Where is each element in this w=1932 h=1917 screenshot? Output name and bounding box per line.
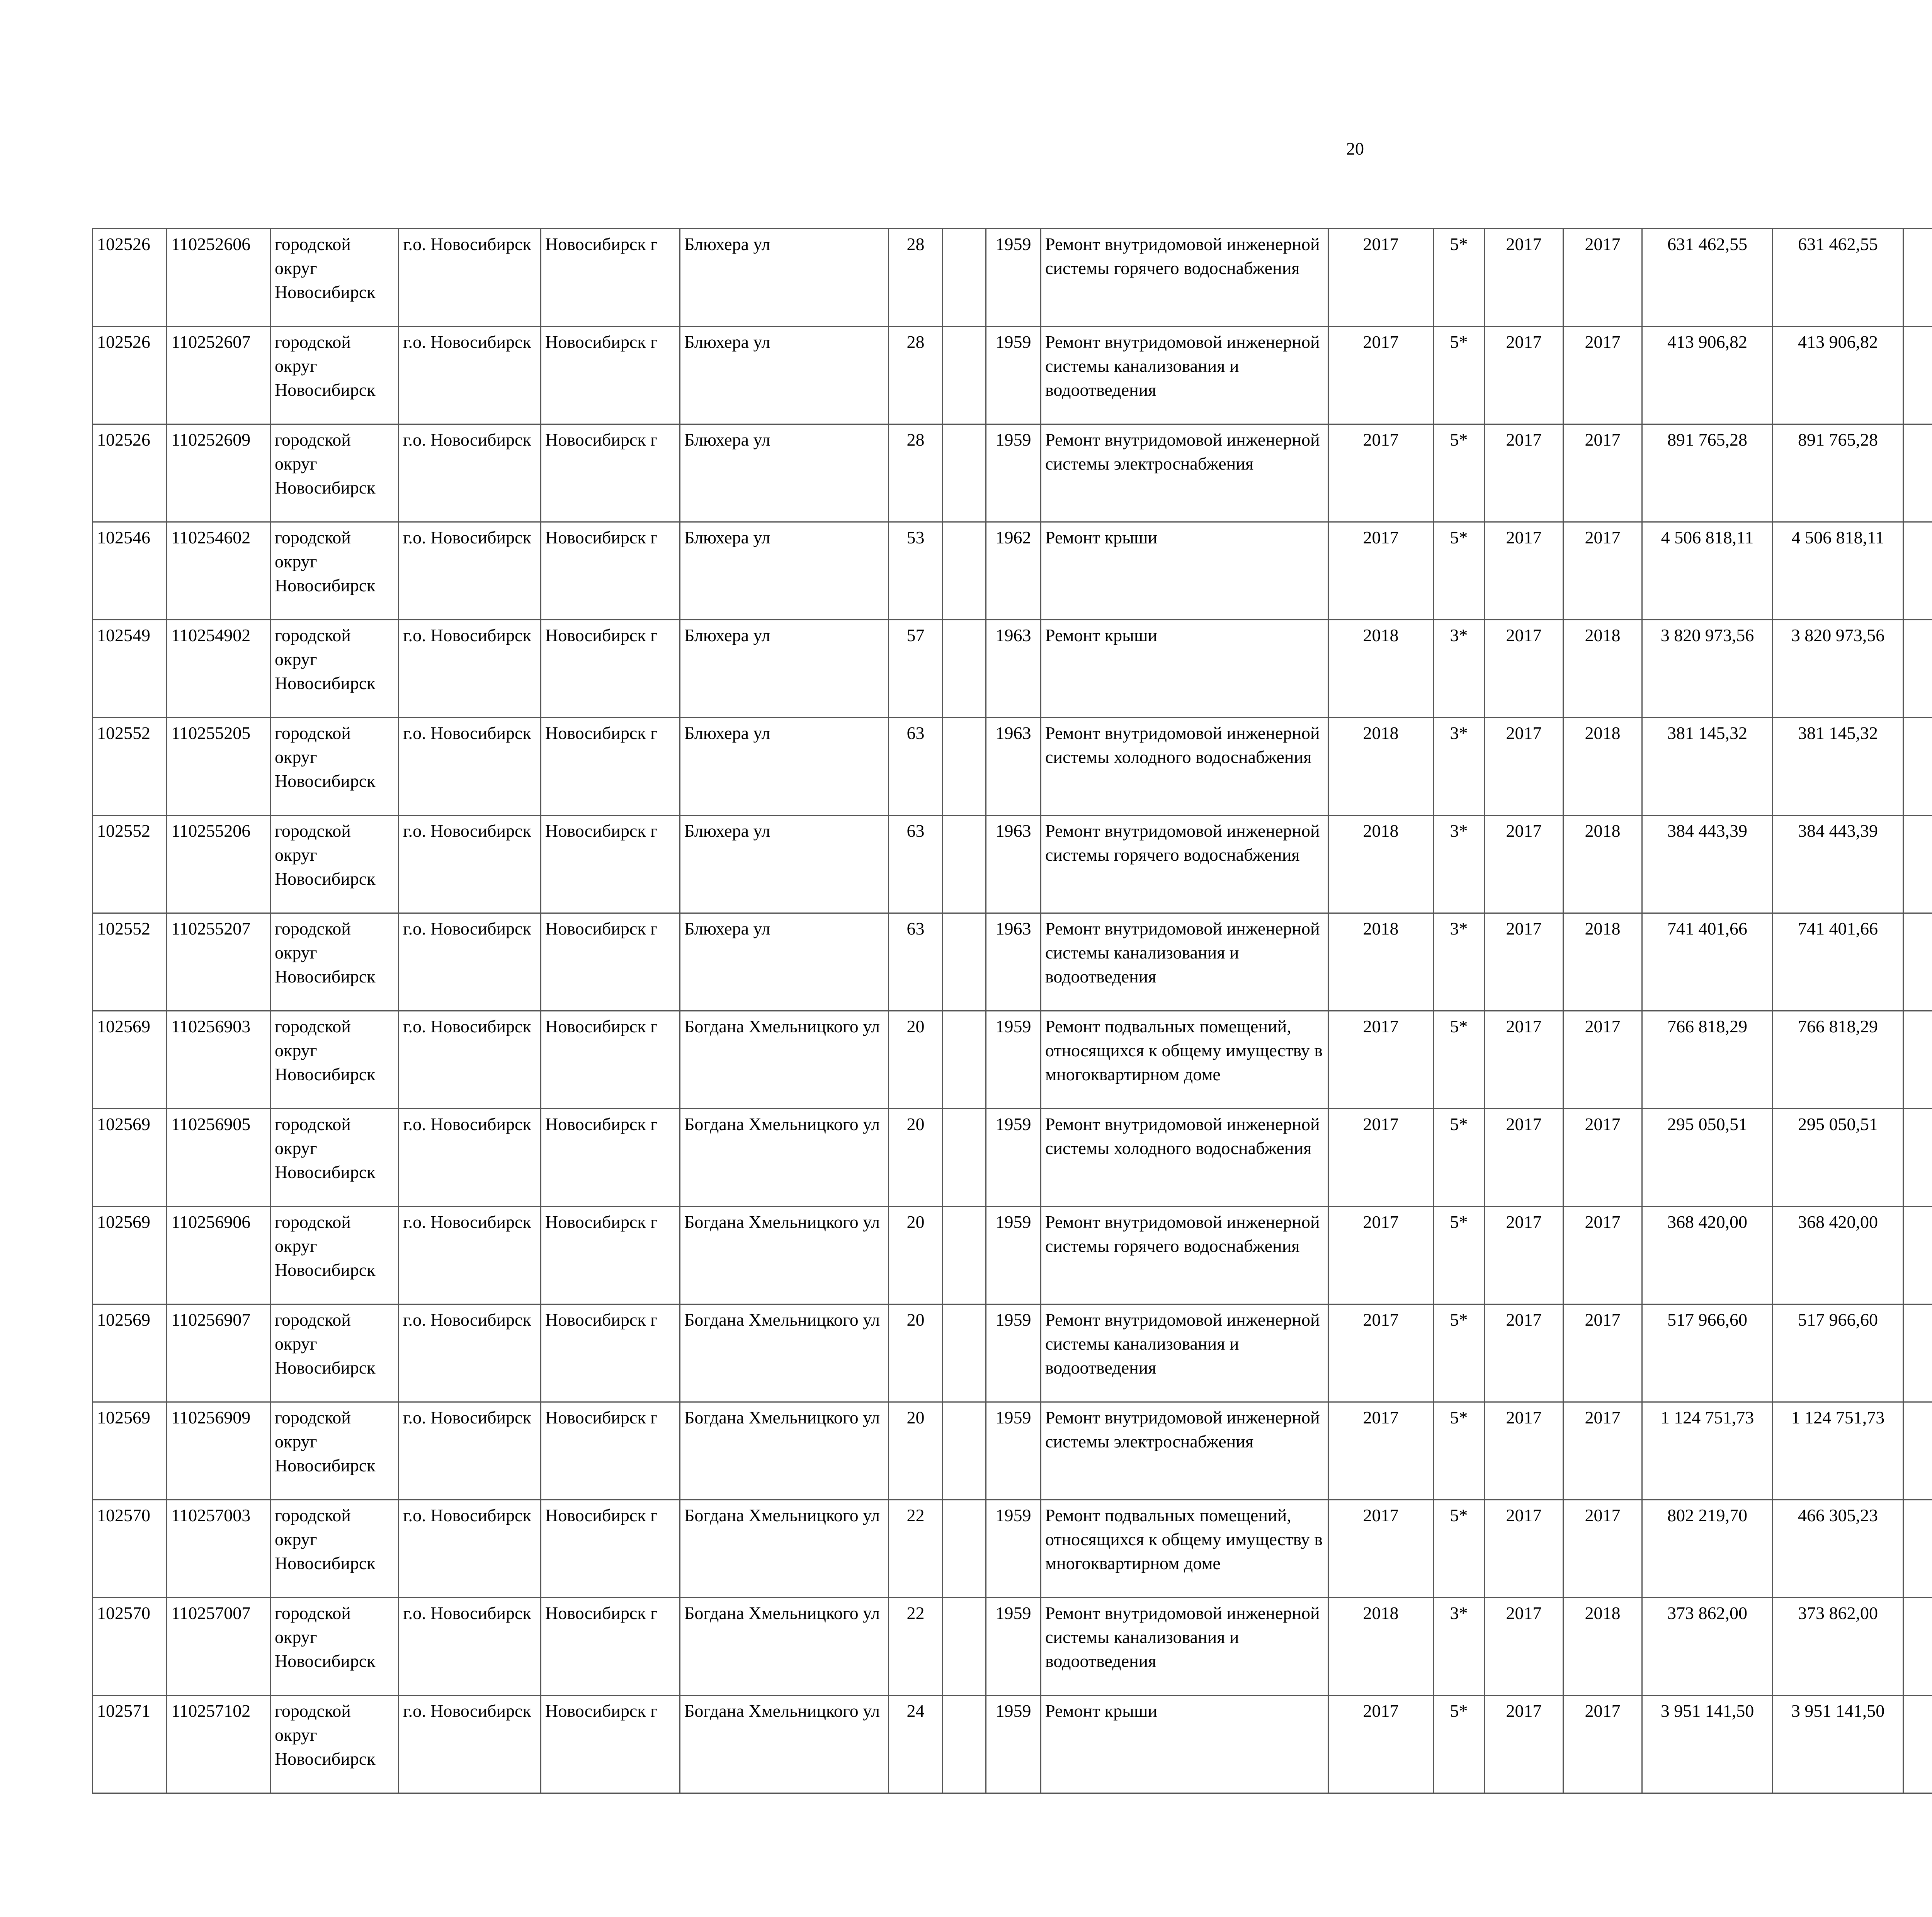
object-id-cell: 102526 bbox=[93, 424, 167, 522]
table-row bbox=[93, 1402, 1932, 1500]
district-cell: городской округ Новосибирск bbox=[270, 1011, 399, 1109]
plan-year-cell: 2017 bbox=[1328, 1402, 1434, 1500]
city-cell: Новосибирск г bbox=[541, 1207, 680, 1304]
total-cost-cell: 373 862,00 bbox=[1642, 1598, 1773, 1696]
street-cell: Богдана Хмельницкого ул bbox=[680, 1598, 889, 1696]
city-cell: Новосибирск г bbox=[541, 1500, 680, 1598]
total-cost-cell: 384 443,39 bbox=[1642, 815, 1773, 913]
house-number-cell: 63 bbox=[889, 815, 943, 913]
table-row bbox=[93, 913, 1932, 1011]
end-year-cell: 2017 bbox=[1563, 1402, 1642, 1500]
building-cell bbox=[943, 1207, 986, 1304]
street-cell: Блюхера ул bbox=[680, 913, 889, 1011]
priority-cell: 5* bbox=[1434, 327, 1485, 424]
plan-year-cell: 2018 bbox=[1328, 620, 1434, 718]
building-cell bbox=[943, 718, 986, 815]
object-id-cell: 102569 bbox=[93, 1011, 167, 1109]
work-type-cell: Ремонт внутридомовой инженерной системы канализования и водоотведения bbox=[1041, 327, 1328, 424]
municipality-cell: г.о. Новосибирск bbox=[399, 620, 541, 718]
city-cell: Новосибирск г bbox=[541, 1696, 680, 1793]
funding-col-17-cell bbox=[1903, 327, 1932, 424]
work-type-cell: Ремонт крыши bbox=[1041, 620, 1328, 718]
year-built-cell: 1959 bbox=[986, 1207, 1041, 1304]
work-type-cell: Ремонт внутридомовой инженерной системы электроснабжения bbox=[1041, 1402, 1328, 1500]
work-code-cell: 110256905 bbox=[167, 1109, 270, 1207]
year-built-cell: 1959 bbox=[986, 1500, 1041, 1598]
municipality-cell: г.о. Новосибирск bbox=[399, 424, 541, 522]
priority-cell: 5* bbox=[1434, 1304, 1485, 1402]
end-year-cell: 2017 bbox=[1563, 424, 1642, 522]
year-built-cell: 1959 bbox=[986, 327, 1041, 424]
start-year-cell: 2017 bbox=[1485, 1500, 1563, 1598]
fund-cost-cell: 373 862,00 bbox=[1773, 1598, 1903, 1696]
priority-cell: 5* bbox=[1434, 229, 1485, 327]
start-year-cell: 2017 bbox=[1485, 229, 1563, 327]
work-code-cell: 110252606 bbox=[167, 229, 270, 327]
city-cell: Новосибирск г bbox=[541, 620, 680, 718]
total-cost-cell: 741 401,66 bbox=[1642, 913, 1773, 1011]
table-row bbox=[93, 424, 1932, 522]
year-built-cell: 1959 bbox=[986, 1109, 1041, 1207]
house-number-cell: 28 bbox=[889, 229, 943, 327]
start-year-cell: 2017 bbox=[1485, 1402, 1563, 1500]
total-cost-cell: 368 420,00 bbox=[1642, 1207, 1773, 1304]
total-cost-cell: 802 219,70 bbox=[1642, 1500, 1773, 1598]
fund-cost-cell: 381 145,32 bbox=[1773, 718, 1903, 815]
work-code-cell: 110257003 bbox=[167, 1500, 270, 1598]
district-cell: городской округ Новосибирск bbox=[270, 1500, 399, 1598]
city-cell: Новосибирск г bbox=[541, 1011, 680, 1109]
table-row bbox=[93, 522, 1932, 620]
work-code-cell: 110255205 bbox=[167, 718, 270, 815]
funding-col-17-cell bbox=[1903, 913, 1932, 1011]
building-cell bbox=[943, 424, 986, 522]
object-id-cell: 102526 bbox=[93, 327, 167, 424]
object-id-cell: 102569 bbox=[93, 1402, 167, 1500]
municipality-cell: г.о. Новосибирск bbox=[399, 1696, 541, 1793]
district-cell: городской округ Новосибирск bbox=[270, 1109, 399, 1207]
table-row bbox=[93, 1109, 1932, 1207]
end-year-cell: 2018 bbox=[1563, 913, 1642, 1011]
district-cell: городской округ Новосибирск bbox=[270, 1207, 399, 1304]
plan-year-cell: 2017 bbox=[1328, 1304, 1434, 1402]
street-cell: Блюхера ул bbox=[680, 424, 889, 522]
fund-cost-cell: 1 124 751,73 bbox=[1773, 1402, 1903, 1500]
table-row bbox=[93, 229, 1932, 327]
work-code-cell: 110256909 bbox=[167, 1402, 270, 1500]
building-cell bbox=[943, 229, 986, 327]
municipality-cell: г.о. Новосибирск bbox=[399, 327, 541, 424]
start-year-cell: 2017 bbox=[1485, 522, 1563, 620]
house-number-cell: 28 bbox=[889, 327, 943, 424]
total-cost-cell: 517 966,60 bbox=[1642, 1304, 1773, 1402]
funding-col-17-cell bbox=[1903, 229, 1932, 327]
plan-year-cell: 2017 bbox=[1328, 1011, 1434, 1109]
end-year-cell: 2018 bbox=[1563, 815, 1642, 913]
work-type-cell: Ремонт подвальных помещений, относящихся к общему имуществу в многоквартирном доме bbox=[1041, 1011, 1328, 1109]
start-year-cell: 2017 bbox=[1485, 1598, 1563, 1696]
object-id-cell: 102526 bbox=[93, 229, 167, 327]
street-cell: Богдана Хмельницкого ул bbox=[680, 1500, 889, 1598]
start-year-cell: 2017 bbox=[1485, 718, 1563, 815]
year-built-cell: 1963 bbox=[986, 620, 1041, 718]
table-row bbox=[93, 1207, 1932, 1304]
year-built-cell: 1963 bbox=[986, 718, 1041, 815]
fund-cost-cell: 631 462,55 bbox=[1773, 229, 1903, 327]
building-cell bbox=[943, 1304, 986, 1402]
object-id-cell: 102546 bbox=[93, 522, 167, 620]
house-number-cell: 24 bbox=[889, 1696, 943, 1793]
city-cell: Новосибирск г bbox=[541, 815, 680, 913]
priority-cell: 3* bbox=[1434, 913, 1485, 1011]
work-type-cell: Ремонт внутридомовой инженерной системы канализования и водоотведения bbox=[1041, 1304, 1328, 1402]
fund-cost-cell: 384 443,39 bbox=[1773, 815, 1903, 913]
funding-col-17-cell bbox=[1903, 1304, 1932, 1402]
plan-year-cell: 2017 bbox=[1328, 327, 1434, 424]
building-cell bbox=[943, 1598, 986, 1696]
priority-cell: 5* bbox=[1434, 522, 1485, 620]
fund-cost-cell: 4 506 818,11 bbox=[1773, 522, 1903, 620]
priority-cell: 3* bbox=[1434, 1598, 1485, 1696]
house-number-cell: 22 bbox=[889, 1598, 943, 1696]
house-number-cell: 57 bbox=[889, 620, 943, 718]
city-cell: Новосибирск г bbox=[541, 327, 680, 424]
municipality-cell: г.о. Новосибирск bbox=[399, 1109, 541, 1207]
total-cost-cell: 381 145,32 bbox=[1642, 718, 1773, 815]
plan-year-cell: 2017 bbox=[1328, 1207, 1434, 1304]
table-row bbox=[93, 327, 1932, 424]
year-built-cell: 1963 bbox=[986, 815, 1041, 913]
priority-cell: 5* bbox=[1434, 1207, 1485, 1304]
start-year-cell: 2017 bbox=[1485, 424, 1563, 522]
work-code-cell: 110252607 bbox=[167, 327, 270, 424]
house-number-cell: 20 bbox=[889, 1304, 943, 1402]
object-id-cell: 102569 bbox=[93, 1207, 167, 1304]
total-cost-cell: 4 506 818,11 bbox=[1642, 522, 1773, 620]
street-cell: Блюхера ул bbox=[680, 229, 889, 327]
funding-col-17-cell bbox=[1903, 1696, 1932, 1793]
house-number-cell: 20 bbox=[889, 1207, 943, 1304]
building-cell bbox=[943, 1109, 986, 1207]
start-year-cell: 2017 bbox=[1485, 1207, 1563, 1304]
end-year-cell: 2018 bbox=[1563, 718, 1642, 815]
plan-year-cell: 2018 bbox=[1328, 718, 1434, 815]
priority-cell: 5* bbox=[1434, 1011, 1485, 1109]
municipality-cell: г.о. Новосибирск bbox=[399, 1598, 541, 1696]
end-year-cell: 2017 bbox=[1563, 229, 1642, 327]
total-cost-cell: 3 951 141,50 bbox=[1642, 1696, 1773, 1793]
work-type-cell: Ремонт крыши bbox=[1041, 522, 1328, 620]
house-number-cell: 22 bbox=[889, 1500, 943, 1598]
fund-cost-cell: 517 966,60 bbox=[1773, 1304, 1903, 1402]
street-cell: Богдана Хмельницкого ул bbox=[680, 1011, 889, 1109]
work-type-cell: Ремонт внутридомовой инженерной системы холодного водоснабжения bbox=[1041, 718, 1328, 815]
municipality-cell: г.о. Новосибирск bbox=[399, 718, 541, 815]
year-built-cell: 1959 bbox=[986, 1402, 1041, 1500]
fund-cost-cell: 741 401,66 bbox=[1773, 913, 1903, 1011]
street-cell: Блюхера ул bbox=[680, 522, 889, 620]
end-year-cell: 2017 bbox=[1563, 522, 1642, 620]
district-cell: городской округ Новосибирск bbox=[270, 1304, 399, 1402]
start-year-cell: 2017 bbox=[1485, 913, 1563, 1011]
municipality-cell: г.о. Новосибирск bbox=[399, 1304, 541, 1402]
funding-col-17-cell bbox=[1903, 522, 1932, 620]
work-code-cell: 110252609 bbox=[167, 424, 270, 522]
work-type-cell: Ремонт внутридомовой инженерной системы холодного водоснабжения bbox=[1041, 1109, 1328, 1207]
plan-year-cell: 2018 bbox=[1328, 815, 1434, 913]
work-code-cell: 110257007 bbox=[167, 1598, 270, 1696]
house-number-cell: 20 bbox=[889, 1109, 943, 1207]
fund-cost-cell: 466 305,23 bbox=[1773, 1500, 1903, 1598]
house-number-cell: 63 bbox=[889, 718, 943, 815]
end-year-cell: 2017 bbox=[1563, 1304, 1642, 1402]
start-year-cell: 2017 bbox=[1485, 1696, 1563, 1793]
house-number-cell: 53 bbox=[889, 522, 943, 620]
table-row bbox=[93, 620, 1932, 718]
object-id-cell: 102549 bbox=[93, 620, 167, 718]
work-type-cell: Ремонт внутридомовой инженерной системы горячего водоснабжения bbox=[1041, 1207, 1328, 1304]
table-row bbox=[93, 1598, 1932, 1696]
district-cell: городской округ Новосибирск bbox=[270, 913, 399, 1011]
year-built-cell: 1959 bbox=[986, 1304, 1041, 1402]
street-cell: Блюхера ул bbox=[680, 718, 889, 815]
fund-cost-cell: 3 820 973,56 bbox=[1773, 620, 1903, 718]
street-cell: Блюхера ул bbox=[680, 327, 889, 424]
start-year-cell: 2017 bbox=[1485, 1304, 1563, 1402]
end-year-cell: 2017 bbox=[1563, 1207, 1642, 1304]
funding-col-17-cell bbox=[1903, 1207, 1932, 1304]
municipality-cell: г.о. Новосибирск bbox=[399, 1402, 541, 1500]
work-code-cell: 110256906 bbox=[167, 1207, 270, 1304]
district-cell: городской округ Новосибирск bbox=[270, 1598, 399, 1696]
city-cell: Новосибирск г bbox=[541, 718, 680, 815]
fund-cost-cell: 295 050,51 bbox=[1773, 1109, 1903, 1207]
table-row bbox=[93, 815, 1932, 913]
table-row bbox=[93, 1500, 1932, 1598]
house-number-cell: 28 bbox=[889, 424, 943, 522]
priority-cell: 5* bbox=[1434, 424, 1485, 522]
end-year-cell: 2018 bbox=[1563, 1598, 1642, 1696]
street-cell: Блюхера ул bbox=[680, 815, 889, 913]
work-type-cell: Ремонт крыши bbox=[1041, 1696, 1328, 1793]
page-number: 20 bbox=[1346, 139, 1364, 158]
end-year-cell: 2017 bbox=[1563, 1696, 1642, 1793]
priority-cell: 3* bbox=[1434, 815, 1485, 913]
table-row bbox=[93, 1011, 1932, 1109]
registry-body bbox=[93, 229, 1932, 1793]
priority-cell: 5* bbox=[1434, 1109, 1485, 1207]
funding-col-17-cell bbox=[1903, 424, 1932, 522]
district-cell: городской округ Новосибирск bbox=[270, 815, 399, 913]
plan-year-cell: 2017 bbox=[1328, 1109, 1434, 1207]
city-cell: Новосибирск г bbox=[541, 1304, 680, 1402]
district-cell: городской округ Новосибирск bbox=[270, 522, 399, 620]
funding-col-17-cell bbox=[1903, 1109, 1932, 1207]
start-year-cell: 2017 bbox=[1485, 620, 1563, 718]
building-cell bbox=[943, 620, 986, 718]
priority-cell: 3* bbox=[1434, 620, 1485, 718]
start-year-cell: 2017 bbox=[1485, 1011, 1563, 1109]
end-year-cell: 2017 bbox=[1563, 1109, 1642, 1207]
plan-year-cell: 2017 bbox=[1328, 522, 1434, 620]
fund-cost-cell: 368 420,00 bbox=[1773, 1207, 1903, 1304]
plan-year-cell: 2017 bbox=[1328, 1500, 1434, 1598]
object-id-cell: 102552 bbox=[93, 913, 167, 1011]
table-row bbox=[93, 1696, 1932, 1793]
object-id-cell: 102570 bbox=[93, 1500, 167, 1598]
end-year-cell: 2017 bbox=[1563, 1011, 1642, 1109]
district-cell: городской округ Новосибирск bbox=[270, 229, 399, 327]
street-cell: Блюхера ул bbox=[680, 620, 889, 718]
district-cell: городской округ Новосибирск bbox=[270, 620, 399, 718]
year-built-cell: 1959 bbox=[986, 1011, 1041, 1109]
funding-col-17-cell bbox=[1903, 815, 1932, 913]
city-cell: Новосибирск г bbox=[541, 1598, 680, 1696]
plan-year-cell: 2017 bbox=[1328, 1696, 1434, 1793]
plan-year-cell: 2018 bbox=[1328, 1598, 1434, 1696]
object-id-cell: 102569 bbox=[93, 1109, 167, 1207]
municipality-cell: г.о. Новосибирск bbox=[399, 1500, 541, 1598]
work-code-cell: 110256907 bbox=[167, 1304, 270, 1402]
work-type-cell: Ремонт подвальных помещений, относящихся к общему имуществу в многоквартирном доме bbox=[1041, 1500, 1328, 1598]
end-year-cell: 2018 bbox=[1563, 620, 1642, 718]
priority-cell: 5* bbox=[1434, 1696, 1485, 1793]
funding-col-17-cell bbox=[1903, 1402, 1932, 1500]
start-year-cell: 2017 bbox=[1485, 327, 1563, 424]
start-year-cell: 2017 bbox=[1485, 815, 1563, 913]
work-code-cell: 110254602 bbox=[167, 522, 270, 620]
funding-col-17-cell bbox=[1903, 1011, 1932, 1109]
street-cell: Богдана Хмельницкого ул bbox=[680, 1402, 889, 1500]
building-cell bbox=[943, 522, 986, 620]
end-year-cell: 2017 bbox=[1563, 1500, 1642, 1598]
start-year-cell: 2017 bbox=[1485, 1109, 1563, 1207]
funding-col-17-cell bbox=[1903, 1598, 1932, 1696]
municipality-cell: г.о. Новосибирск bbox=[399, 229, 541, 327]
work-code-cell: 110254902 bbox=[167, 620, 270, 718]
city-cell: Новосибирск г bbox=[541, 1109, 680, 1207]
street-cell: Богдана Хмельницкого ул bbox=[680, 1304, 889, 1402]
priority-cell: 5* bbox=[1434, 1402, 1485, 1500]
building-cell bbox=[943, 913, 986, 1011]
house-number-cell: 63 bbox=[889, 913, 943, 1011]
street-cell: Богдана Хмельницкого ул bbox=[680, 1109, 889, 1207]
fund-cost-cell: 3 951 141,50 bbox=[1773, 1696, 1903, 1793]
plan-year-cell: 2017 bbox=[1328, 229, 1434, 327]
work-type-cell: Ремонт внутридомовой инженерной системы канализования и водоотведения bbox=[1041, 1598, 1328, 1696]
city-cell: Новосибирск г bbox=[541, 229, 680, 327]
work-code-cell: 110255207 bbox=[167, 913, 270, 1011]
district-cell: городской округ Новосибирск bbox=[270, 718, 399, 815]
fund-cost-cell: 766 818,29 bbox=[1773, 1011, 1903, 1109]
total-cost-cell: 295 050,51 bbox=[1642, 1109, 1773, 1207]
table-row bbox=[93, 1304, 1932, 1402]
work-type-cell: Ремонт внутридомовой инженерной системы горячего водоснабжения bbox=[1041, 229, 1328, 327]
city-cell: Новосибирск г bbox=[541, 424, 680, 522]
work-type-cell: Ремонт внутридомовой инженерной системы электроснабжения bbox=[1041, 424, 1328, 522]
work-type-cell: Ремонт внутридомовой инженерной системы канализования и водоотведения bbox=[1041, 913, 1328, 1011]
object-id-cell: 102571 bbox=[93, 1696, 167, 1793]
year-built-cell: 1959 bbox=[986, 229, 1041, 327]
building-cell bbox=[943, 327, 986, 424]
house-number-cell: 20 bbox=[889, 1011, 943, 1109]
registry-table bbox=[92, 228, 1932, 1794]
municipality-cell: г.о. Новосибирск bbox=[399, 1011, 541, 1109]
street-cell: Богдана Хмельницкого ул bbox=[680, 1207, 889, 1304]
total-cost-cell: 3 820 973,56 bbox=[1642, 620, 1773, 718]
year-built-cell: 1959 bbox=[986, 1696, 1041, 1793]
year-built-cell: 1959 bbox=[986, 424, 1041, 522]
total-cost-cell: 1 124 751,73 bbox=[1642, 1402, 1773, 1500]
table-row bbox=[93, 718, 1932, 815]
object-id-cell: 102570 bbox=[93, 1598, 167, 1696]
district-cell: городской округ Новосибирск bbox=[270, 327, 399, 424]
total-cost-cell: 631 462,55 bbox=[1642, 229, 1773, 327]
funding-col-17-cell bbox=[1903, 718, 1932, 815]
work-code-cell: 110256903 bbox=[167, 1011, 270, 1109]
district-cell: городской округ Новосибирск bbox=[270, 424, 399, 522]
municipality-cell: г.о. Новосибирск bbox=[399, 1207, 541, 1304]
city-cell: Новосибирск г bbox=[541, 1402, 680, 1500]
district-cell: городской округ Новосибирск bbox=[270, 1696, 399, 1793]
fund-cost-cell: 413 906,82 bbox=[1773, 327, 1903, 424]
year-built-cell: 1959 bbox=[986, 1598, 1041, 1696]
funding-col-17-cell bbox=[1903, 620, 1932, 718]
municipality-cell: г.о. Новосибирск bbox=[399, 913, 541, 1011]
priority-cell: 5* bbox=[1434, 1500, 1485, 1598]
city-cell: Новосибирск г bbox=[541, 913, 680, 1011]
building-cell bbox=[943, 1696, 986, 1793]
street-cell: Богдана Хмельницкого ул bbox=[680, 1696, 889, 1793]
plan-year-cell: 2018 bbox=[1328, 913, 1434, 1011]
year-built-cell: 1963 bbox=[986, 913, 1041, 1011]
city-cell: Новосибирск г bbox=[541, 522, 680, 620]
object-id-cell: 102552 bbox=[93, 815, 167, 913]
total-cost-cell: 413 906,82 bbox=[1642, 327, 1773, 424]
priority-cell: 3* bbox=[1434, 718, 1485, 815]
work-code-cell: 110255206 bbox=[167, 815, 270, 913]
building-cell bbox=[943, 1402, 986, 1500]
house-number-cell: 20 bbox=[889, 1402, 943, 1500]
building-cell bbox=[943, 1500, 986, 1598]
municipality-cell: г.о. Новосибирск bbox=[399, 522, 541, 620]
year-built-cell: 1962 bbox=[986, 522, 1041, 620]
work-code-cell: 110257102 bbox=[167, 1696, 270, 1793]
total-cost-cell: 766 818,29 bbox=[1642, 1011, 1773, 1109]
municipality-cell: г.о. Новосибирск bbox=[399, 815, 541, 913]
work-type-cell: Ремонт внутридомовой инженерной системы горячего водоснабжения bbox=[1041, 815, 1328, 913]
object-id-cell: 102569 bbox=[93, 1304, 167, 1402]
funding-col-17-cell bbox=[1903, 1500, 1932, 1598]
building-cell bbox=[943, 815, 986, 913]
district-cell: городской округ Новосибирск bbox=[270, 1402, 399, 1500]
plan-year-cell: 2017 bbox=[1328, 424, 1434, 522]
building-cell bbox=[943, 1011, 986, 1109]
total-cost-cell: 891 765,28 bbox=[1642, 424, 1773, 522]
object-id-cell: 102552 bbox=[93, 718, 167, 815]
fund-cost-cell: 891 765,28 bbox=[1773, 424, 1903, 522]
end-year-cell: 2017 bbox=[1563, 327, 1642, 424]
